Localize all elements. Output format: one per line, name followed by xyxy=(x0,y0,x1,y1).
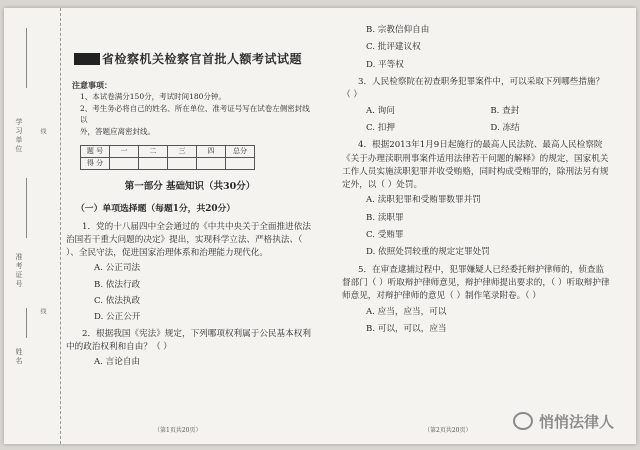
part-heading: 第一部分 基础知识（共30分） xyxy=(124,181,256,193)
score-header-cell: 三 xyxy=(168,146,197,158)
left-page xyxy=(66,8,314,373)
option: B. 宗教信仰自由 xyxy=(366,25,430,35)
binding-label-exam-number: 准考证号 xyxy=(15,253,23,289)
question-1: 1．党的十八届四中全会通过的《中共中央关于全面推进依法治国若干重大问题的决定》提出，实现科学立法、严格执法、（ ）、全民守法，促进国家治理体系和治理能力现代化。 xyxy=(66,221,311,259)
score-header-cell: 四 xyxy=(197,146,226,158)
question-2: 2．根据我国《宪法》规定，下列哪项权利属于公民基本权利中的政治权利和自由？（ ） xyxy=(66,328,311,353)
option: D. 冻结 xyxy=(490,122,520,133)
option: B. 查封 xyxy=(490,105,520,116)
option-row xyxy=(366,122,612,135)
score-header-cell: 一 xyxy=(110,146,139,158)
binding-line-mark: 线 xyxy=(39,128,46,134)
question-3: 3．人民检察院在初查职务犯罪案件中，可以采取下列哪些措施？（ ） xyxy=(342,76,605,101)
option: A. 应当，应当，可以 xyxy=(366,306,447,317)
score-cell xyxy=(139,158,168,170)
page-footer-left: （第1页共20页） xyxy=(154,427,202,434)
score-cell xyxy=(197,158,226,170)
option: A. 询问 xyxy=(366,105,395,116)
exam-sheet xyxy=(4,8,636,444)
score-header-cell: 总分 xyxy=(226,146,255,158)
option: D. 公正公开 xyxy=(94,312,141,323)
score-cell xyxy=(226,158,255,170)
score-cell xyxy=(168,158,197,170)
option: A. 渎职犯罪和受贿罪数罪并罚 xyxy=(366,195,481,206)
section-heading: （一）单项选择题（每题1分，共20分） xyxy=(76,203,236,214)
option: C. 受贿罪 xyxy=(366,230,404,241)
watermark: 悄悄法律人 xyxy=(513,411,614,432)
redaction-block xyxy=(74,53,100,65)
option: D. 平等权 xyxy=(366,59,404,70)
wechat-icon xyxy=(513,412,533,430)
note-line: 2、考生务必将自己的姓名、所在单位、准考证号写在试卷左侧密封线以 xyxy=(80,103,310,125)
option: A. 公正司法 xyxy=(94,263,141,274)
option-row xyxy=(366,105,612,118)
option: D. 依照处罚较重的规定定罪处罚 xyxy=(366,247,490,258)
question-5: 5．在审查逮捕过程中，犯罪嫌疑人已经委托辩护律师的，侦查监督部门（ ）听取辩护律师意见，辩护律师提出要求的，（ ）听取辩护律师意见，对辩护律师的意见（ ）制作笔录附卷。（ ） xyxy=(342,264,610,302)
score-label-cell: 得 分 xyxy=(81,158,110,170)
score-header-cell: 题 号 xyxy=(81,146,110,158)
binding-label-name: 姓名 xyxy=(15,348,23,366)
option: C. 批评建议权 xyxy=(366,42,421,53)
notes-heading: 注意事项： xyxy=(72,79,112,90)
binding-label-unit: 学习单位 xyxy=(15,118,23,154)
right-page xyxy=(342,24,612,340)
note-line: 1、本试卷满分150分，考试时间180分钟。 xyxy=(80,91,226,101)
option: C. 依法执政 xyxy=(94,296,141,307)
binding-line-mark: 线 xyxy=(39,308,46,314)
binding-line xyxy=(26,308,27,338)
question-4: 4．根据2013年1月9日起施行的最高人民法院、最高人民检察院《关于办理渎职刑事案件适用法律若干问题的解释》的规定，国家机关工作人员实施渎职犯罪并收受贿赂，同时构成受贿罪的，除刑法另有规定外，以（ ）处罚。 xyxy=(342,140,609,191)
option: C. 扣押 xyxy=(366,122,395,133)
score-header-cell: 二 xyxy=(139,146,168,158)
option: B. 渎职罪 xyxy=(366,212,404,223)
option: B. 依法行政 xyxy=(94,279,141,290)
score-table xyxy=(80,145,255,170)
option: A. 言论自由 xyxy=(94,357,141,368)
note-line: 外，答题应离密封线。 xyxy=(80,126,155,136)
exam-title: 省检察机关检察官首批人额考试试题 xyxy=(74,50,314,69)
option: B. 可以，可以，应当 xyxy=(366,323,447,334)
binding-margin xyxy=(4,8,61,444)
binding-line xyxy=(26,178,27,238)
score-cell xyxy=(110,158,139,170)
page-footer-right: （第2页共20页） xyxy=(424,427,472,434)
binding-line xyxy=(26,28,27,88)
